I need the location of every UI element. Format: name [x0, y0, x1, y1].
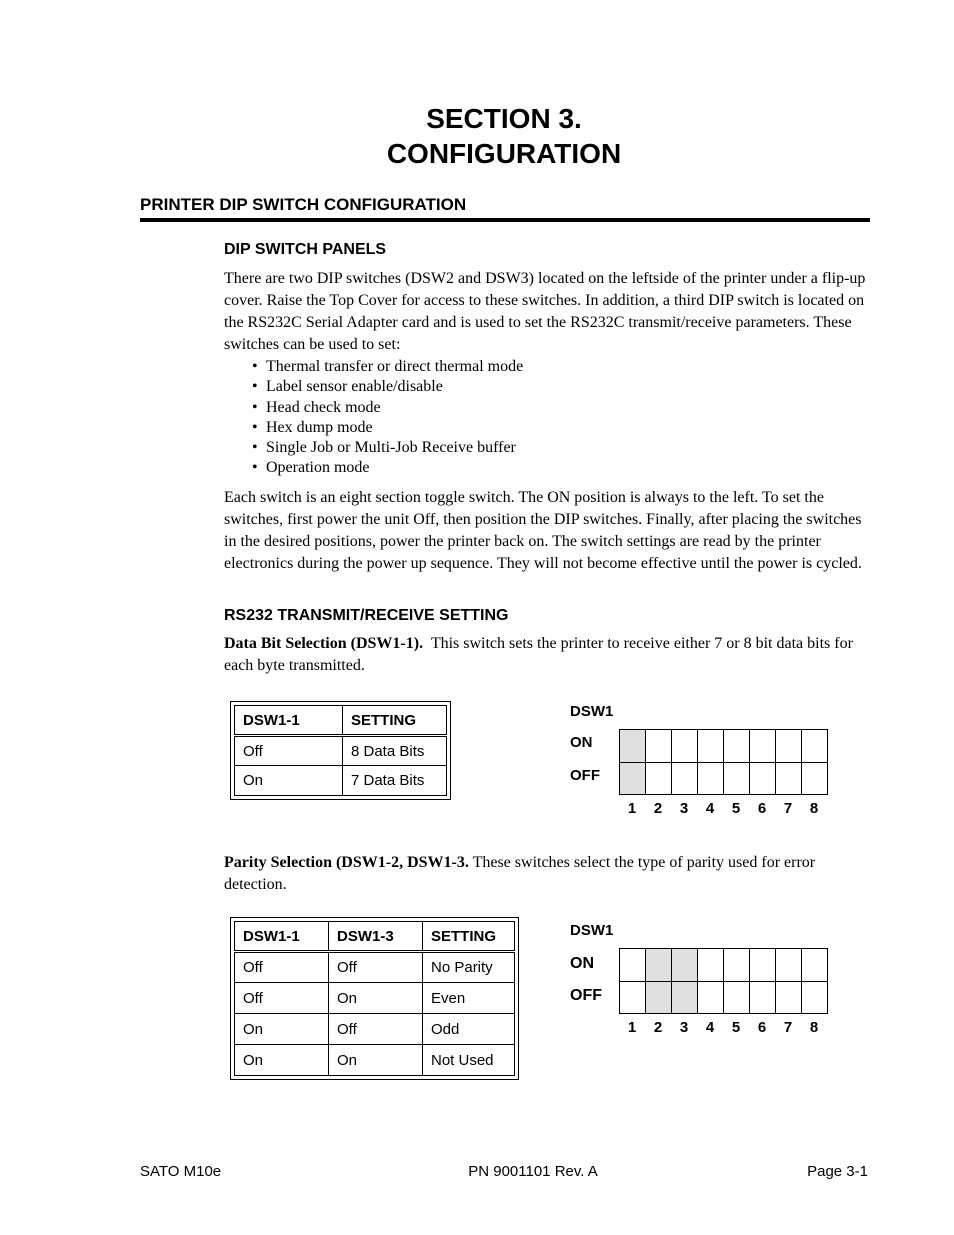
main-heading: PRINTER DIP SWITCH CONFIGURATION	[140, 195, 467, 214]
switch-number: 1	[627, 1019, 637, 1036]
switch-number: 8	[809, 800, 819, 817]
table-cell: Off	[235, 736, 343, 766]
section-number: SECTION 3.	[426, 103, 582, 134]
switch-1-off-cell	[620, 982, 646, 1014]
table-cell: Odd	[423, 1014, 515, 1045]
switch-8-off-cell	[802, 763, 828, 795]
switch-numbers	[619, 800, 827, 817]
switch-number: 5	[731, 800, 741, 817]
switch-2-on-cell	[646, 949, 672, 982]
data-bit-table	[234, 705, 447, 796]
switch-2-off-cell	[646, 982, 672, 1014]
switch-4-off-cell	[698, 763, 724, 795]
data-bit-text: This switch sets the printer to receive either 7 or 8 bit data bits for each byte transmitted.	[224, 635, 853, 674]
table-row	[235, 1014, 515, 1045]
switch-number: 4	[705, 800, 715, 817]
switch-off-label: OFF	[570, 987, 602, 1004]
feature-list	[252, 357, 523, 479]
table-row	[235, 766, 447, 796]
switch-6-on-cell	[750, 730, 776, 763]
switch-number: 6	[757, 1019, 767, 1036]
switch-1-on-cell	[620, 730, 646, 763]
switch-1-off-cell	[620, 763, 646, 795]
switch-2-on-cell	[646, 730, 672, 763]
table-header: SETTING	[423, 922, 515, 952]
switch-8-off-cell	[802, 982, 828, 1014]
switch-4-off-cell	[698, 982, 724, 1014]
parity-table-frame	[230, 917, 519, 1080]
switch-5-off-cell	[724, 982, 750, 1014]
list-item: • Head check mode	[252, 398, 523, 418]
dip-panels-heading: DIP SWITCH PANELS	[224, 241, 387, 258]
switch-3-on-cell	[672, 730, 698, 763]
footer-page-number: Page 3-1	[807, 1163, 868, 1180]
switch-1-on-cell	[620, 949, 646, 982]
table-cell: Off	[235, 983, 329, 1014]
table-row	[235, 736, 447, 766]
table-cell: 8 Data Bits	[343, 736, 447, 766]
list-item: • Thermal transfer or direct thermal mode	[252, 357, 523, 377]
switch-7-off-cell	[776, 763, 802, 795]
table-header: DSW1-1	[235, 706, 343, 736]
data-bit-label: Data Bit Selection (DSW1-1).	[224, 635, 424, 652]
switch-number: 6	[757, 800, 767, 817]
table-cell: On	[329, 983, 423, 1014]
switch-number: 2	[653, 800, 663, 817]
switch-number: 3	[679, 800, 689, 817]
parity-paragraph	[224, 852, 872, 896]
footer-product: SATO M10e	[140, 1163, 222, 1180]
switch-number: 3	[679, 1019, 689, 1036]
dip-panels-paragraph: Each switch is an eight section toggle switch. The ON position is always to the left. To set the switches, first power the unit Off, then position the DIP switches. Finally, after placing the switches in the desired positions, power the printer back on. The switch settings are read by the printer electronics during the power up sequence. They will not become effective until the power is cycled.	[224, 489, 862, 572]
parity-table	[234, 921, 515, 1076]
switch-on-label: ON	[570, 955, 594, 972]
table-header: SETTING	[343, 706, 447, 736]
parity-label: Parity Selection (DSW1-2, DSW1-3.	[224, 854, 469, 871]
table-cell: Even	[423, 983, 515, 1014]
switch-7-on-cell	[776, 949, 802, 982]
switch-6-on-cell	[750, 949, 776, 982]
switch-8-on-cell	[802, 949, 828, 982]
switch-diagram-title: DSW1	[570, 922, 614, 939]
switch-4-on-cell	[698, 949, 724, 982]
switch-3-off-cell	[672, 982, 698, 1014]
table-cell: On	[235, 766, 343, 796]
heading-rule	[140, 218, 870, 222]
switch-3-off-cell	[672, 763, 698, 795]
switch-number: 8	[809, 1019, 819, 1036]
table-cell: No Parity	[423, 952, 515, 983]
switch-5-on-cell	[724, 949, 750, 982]
switch-on-label: ON	[570, 734, 593, 751]
switch-2-off-cell	[646, 763, 672, 795]
parity-text: These switches select the type of parity used for error detection.	[224, 854, 816, 893]
table-cell: On	[235, 1014, 329, 1045]
list-item: • Single Job or Multi-Job Receive buffer	[252, 438, 523, 458]
list-item: • Label sensor enable/disable	[252, 377, 523, 397]
dip-switch-diagram-1	[619, 729, 828, 795]
section-title: CONFIGURATION	[386, 138, 622, 169]
switch-number: 2	[653, 1019, 663, 1036]
table-header: DSW1-3	[329, 922, 423, 952]
switch-numbers	[619, 1019, 827, 1036]
data-bit-table-frame	[230, 701, 451, 800]
switch-3-on-cell	[672, 949, 698, 982]
footer-part-number: PN 9001101 Rev. A	[468, 1163, 598, 1180]
switch-6-off-cell	[750, 763, 776, 795]
switch-8-on-cell	[802, 730, 828, 763]
switch-5-on-cell	[724, 730, 750, 763]
rs232-heading: RS232 TRANSMIT/RECEIVE SETTING	[224, 607, 509, 624]
switch-number: 5	[731, 1019, 741, 1036]
list-item: • Hex dump mode	[252, 418, 523, 438]
data-bit-paragraph	[224, 633, 872, 677]
table-row	[235, 1045, 515, 1076]
table-row	[235, 983, 515, 1014]
table-cell: On	[329, 1045, 423, 1076]
switch-diagram-title: DSW1	[570, 703, 614, 720]
table-cell: Off	[329, 952, 423, 983]
table-cell: Off	[329, 1014, 423, 1045]
switch-number: 1	[627, 800, 637, 817]
dip-panels-intro: There are two DIP switches (DSW2 and DSW3) located on the leftside of the printer under a flip-up cover. Raise the Top Cover for access to these switches. In addition, a third DIP switch is located on the RS232C Serial Adapter card and is used to set the RS232C transmit/receive parameters. These switches can be used to set:	[224, 270, 866, 353]
switch-number: 4	[705, 1019, 715, 1036]
list-item: • Operation mode	[252, 458, 523, 478]
switch-7-on-cell	[776, 730, 802, 763]
switch-5-off-cell	[724, 763, 750, 795]
switch-number: 7	[783, 1019, 793, 1036]
switch-4-on-cell	[698, 730, 724, 763]
table-cell: 7 Data Bits	[343, 766, 447, 796]
switch-6-off-cell	[750, 982, 776, 1014]
switch-number: 7	[783, 800, 793, 817]
table-cell: On	[235, 1045, 329, 1076]
table-header: DSW1-1	[235, 922, 329, 952]
table-row	[235, 952, 515, 983]
dip-switch-diagram-2	[619, 948, 828, 1014]
table-cell: Not Used	[423, 1045, 515, 1076]
switch-7-off-cell	[776, 982, 802, 1014]
table-cell: Off	[235, 952, 329, 983]
switch-off-label: OFF	[570, 767, 600, 784]
